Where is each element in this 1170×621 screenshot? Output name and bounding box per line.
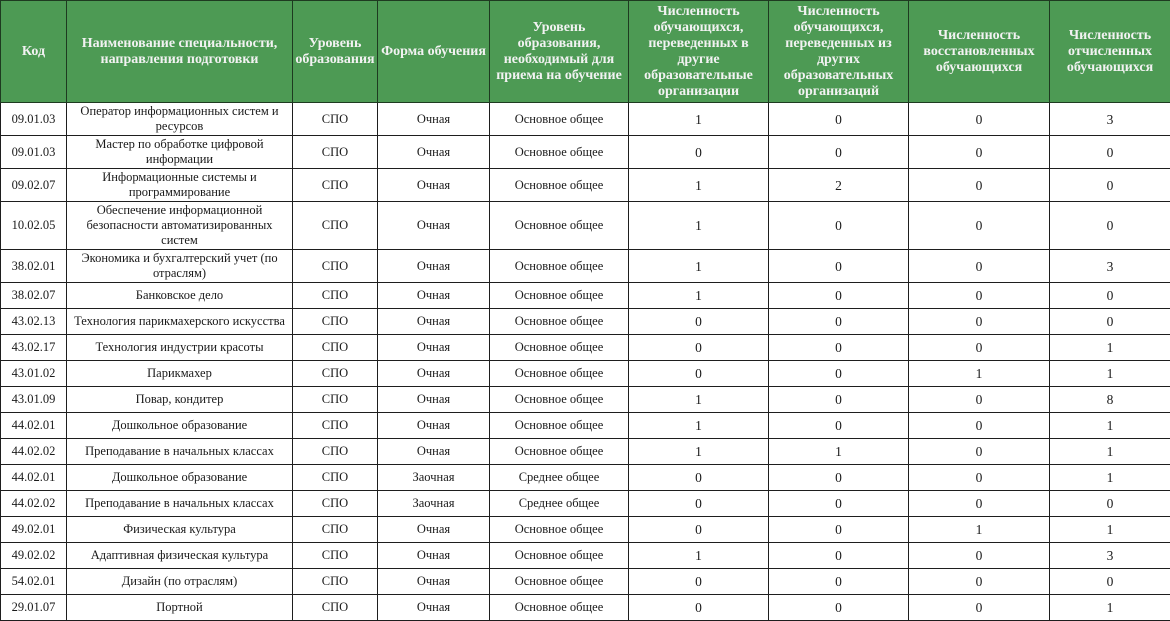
education-level-cell: СПО	[293, 413, 378, 439]
transferred-out-cell: 0	[629, 465, 769, 491]
code-cell: 54.02.01	[1, 569, 67, 595]
specialty-name-cell: Преподавание в начальных классах	[67, 439, 293, 465]
study-form-cell: Очная	[378, 543, 490, 569]
specialty-name-cell: Преподавание в начальных классах	[67, 491, 293, 517]
code-cell: 38.02.01	[1, 250, 67, 283]
education-level-cell: СПО	[293, 517, 378, 543]
restored-cell: 0	[909, 103, 1050, 136]
transferred-out-cell: 0	[629, 595, 769, 621]
specialty-name-cell: Дошкольное образование	[67, 413, 293, 439]
restored-cell: 0	[909, 202, 1050, 250]
specialty-name-cell: Обеспечение информационной безопасности автоматизированных систем	[67, 202, 293, 250]
transferred-out-cell: 0	[629, 491, 769, 517]
study-form-cell: Заочная	[378, 491, 490, 517]
transferred-out-cell: 0	[629, 309, 769, 335]
code-cell: 10.02.05	[1, 202, 67, 250]
specialty-name-cell: Физическая культура	[67, 517, 293, 543]
study-form-cell: Очная	[378, 202, 490, 250]
education-level-cell: СПО	[293, 169, 378, 202]
study-form-cell: Очная	[378, 361, 490, 387]
transferred-out-cell: 1	[629, 103, 769, 136]
table-row	[1, 465, 1170, 491]
table-row	[1, 361, 1170, 387]
table-row	[1, 491, 1170, 517]
education-level-cell: СПО	[293, 439, 378, 465]
transferred-out-cell: 0	[629, 517, 769, 543]
entry-level-cell: Основное общее	[490, 136, 629, 169]
education-level-cell: СПО	[293, 491, 378, 517]
restored-cell: 0	[909, 491, 1050, 517]
header-specialty-name: Наименование специальности, направления подготовки	[67, 1, 293, 103]
restored-cell: 1	[909, 361, 1050, 387]
table-row	[1, 387, 1170, 413]
transferred-out-cell: 0	[629, 335, 769, 361]
restored-cell: 0	[909, 169, 1050, 202]
transferred-in-cell: 0	[769, 309, 909, 335]
table-row	[1, 517, 1170, 543]
education-level-cell: СПО	[293, 103, 378, 136]
table-row	[1, 309, 1170, 335]
restored-cell: 0	[909, 309, 1050, 335]
header-transferred-in: Численность обучающихся, переведенных из других образовательных организаций	[769, 1, 909, 103]
restored-cell: 0	[909, 136, 1050, 169]
header-entry-level: Уровень образования, необходимый для приема на обучение	[490, 1, 629, 103]
header-code: Код	[1, 1, 67, 103]
transferred-in-cell: 0	[769, 543, 909, 569]
expelled-cell: 3	[1050, 543, 1170, 569]
transferred-out-cell: 1	[629, 387, 769, 413]
table-row	[1, 103, 1170, 136]
entry-level-cell: Основное общее	[490, 103, 629, 136]
education-level-cell: СПО	[293, 361, 378, 387]
entry-level-cell: Основное общее	[490, 569, 629, 595]
table-row	[1, 569, 1170, 595]
table-header	[1, 1, 1170, 103]
transferred-out-cell: 1	[629, 543, 769, 569]
specialty-name-cell: Дошкольное образование	[67, 465, 293, 491]
code-cell: 43.02.13	[1, 309, 67, 335]
specialty-name-cell: Информационные системы и программирование	[67, 169, 293, 202]
code-cell: 09.01.03	[1, 103, 67, 136]
transferred-in-cell: 0	[769, 335, 909, 361]
header-transferred-out: Численность обучающихся, переведенных в другие образовательные организации	[629, 1, 769, 103]
education-level-cell: СПО	[293, 250, 378, 283]
transferred-out-cell: 0	[629, 361, 769, 387]
study-form-cell: Очная	[378, 136, 490, 169]
transferred-in-cell: 0	[769, 136, 909, 169]
expelled-cell: 0	[1050, 283, 1170, 309]
study-form-cell: Очная	[378, 569, 490, 595]
specialty-name-cell: Адаптивная физическая культура	[67, 543, 293, 569]
study-form-cell: Очная	[378, 595, 490, 621]
expelled-cell: 0	[1050, 202, 1170, 250]
study-form-cell: Очная	[378, 283, 490, 309]
entry-level-cell: Основное общее	[490, 250, 629, 283]
table-row	[1, 439, 1170, 465]
specialty-name-cell: Портной	[67, 595, 293, 621]
specialty-name-cell: Парикмахер	[67, 361, 293, 387]
study-form-cell: Очная	[378, 413, 490, 439]
education-level-cell: СПО	[293, 595, 378, 621]
header-row	[1, 1, 1170, 103]
education-level-cell: СПО	[293, 202, 378, 250]
study-form-cell: Очная	[378, 169, 490, 202]
restored-cell: 0	[909, 250, 1050, 283]
specialty-name-cell: Технология парикмахерского искусства	[67, 309, 293, 335]
entry-level-cell: Основное общее	[490, 413, 629, 439]
header-study-form: Форма обучения	[378, 1, 490, 103]
transferred-out-cell: 1	[629, 250, 769, 283]
transferred-in-cell: 0	[769, 250, 909, 283]
table-row	[1, 250, 1170, 283]
expelled-cell: 0	[1050, 491, 1170, 517]
restored-cell: 0	[909, 569, 1050, 595]
study-form-cell: Очная	[378, 335, 490, 361]
transferred-in-cell: 0	[769, 517, 909, 543]
code-cell: 29.01.07	[1, 595, 67, 621]
expelled-cell: 1	[1050, 595, 1170, 621]
transferred-in-cell: 0	[769, 103, 909, 136]
expelled-cell: 0	[1050, 169, 1170, 202]
restored-cell: 0	[909, 595, 1050, 621]
code-cell: 09.02.07	[1, 169, 67, 202]
code-cell: 09.01.03	[1, 136, 67, 169]
table-row	[1, 595, 1170, 621]
code-cell: 49.02.01	[1, 517, 67, 543]
study-form-cell: Очная	[378, 103, 490, 136]
expelled-cell: 0	[1050, 569, 1170, 595]
transferred-in-cell: 0	[769, 413, 909, 439]
entry-level-cell: Основное общее	[490, 169, 629, 202]
transferred-in-cell: 1	[769, 439, 909, 465]
transferred-out-cell: 1	[629, 413, 769, 439]
transferred-in-cell: 0	[769, 202, 909, 250]
code-cell: 44.02.01	[1, 465, 67, 491]
transferred-in-cell: 0	[769, 569, 909, 595]
header-education-level: Уровень образования	[293, 1, 378, 103]
expelled-cell: 1	[1050, 335, 1170, 361]
code-cell: 44.02.02	[1, 439, 67, 465]
education-level-cell: СПО	[293, 335, 378, 361]
entry-level-cell: Среднее общее	[490, 465, 629, 491]
transferred-out-cell: 1	[629, 169, 769, 202]
transferred-out-cell: 1	[629, 439, 769, 465]
entry-level-cell: Основное общее	[490, 517, 629, 543]
code-cell: 49.02.02	[1, 543, 67, 569]
code-cell: 43.02.17	[1, 335, 67, 361]
expelled-cell: 3	[1050, 250, 1170, 283]
restored-cell: 0	[909, 465, 1050, 491]
code-cell: 44.02.02	[1, 491, 67, 517]
code-cell: 43.01.09	[1, 387, 67, 413]
education-level-cell: СПО	[293, 283, 378, 309]
specialty-name-cell: Банковское дело	[67, 283, 293, 309]
table-row	[1, 202, 1170, 250]
restored-cell: 0	[909, 439, 1050, 465]
table-row	[1, 169, 1170, 202]
entry-level-cell: Основное общее	[490, 387, 629, 413]
study-form-cell: Очная	[378, 439, 490, 465]
specialty-name-cell: Экономика и бухгалтерский учет (по отраслям)	[67, 250, 293, 283]
table-row	[1, 136, 1170, 169]
specialty-name-cell: Мастер по обработке цифровой информации	[67, 136, 293, 169]
entry-level-cell: Основное общее	[490, 202, 629, 250]
education-level-cell: СПО	[293, 543, 378, 569]
study-form-cell: Очная	[378, 517, 490, 543]
expelled-cell: 8	[1050, 387, 1170, 413]
transferred-in-cell: 0	[769, 283, 909, 309]
header-expelled: Численность отчисленных обучающихся	[1050, 1, 1170, 103]
entry-level-cell: Основное общее	[490, 543, 629, 569]
entry-level-cell: Основное общее	[490, 309, 629, 335]
transferred-in-cell: 0	[769, 595, 909, 621]
transferred-out-cell: 0	[629, 569, 769, 595]
study-form-cell: Заочная	[378, 465, 490, 491]
transferred-in-cell: 0	[769, 387, 909, 413]
specialty-name-cell: Оператор информационных систем и ресурсов	[67, 103, 293, 136]
restored-cell: 0	[909, 413, 1050, 439]
restored-cell: 1	[909, 517, 1050, 543]
entry-level-cell: Основное общее	[490, 361, 629, 387]
entry-level-cell: Основное общее	[490, 439, 629, 465]
expelled-cell: 1	[1050, 465, 1170, 491]
code-cell: 38.02.07	[1, 283, 67, 309]
code-cell: 43.01.02	[1, 361, 67, 387]
table-row	[1, 283, 1170, 309]
education-level-cell: СПО	[293, 569, 378, 595]
table-row	[1, 335, 1170, 361]
transferred-in-cell: 0	[769, 491, 909, 517]
expelled-cell: 0	[1050, 136, 1170, 169]
specialty-name-cell: Дизайн (по отраслям)	[67, 569, 293, 595]
restored-cell: 0	[909, 543, 1050, 569]
transferred-out-cell: 1	[629, 202, 769, 250]
entry-level-cell: Основное общее	[490, 283, 629, 309]
education-level-cell: СПО	[293, 309, 378, 335]
header-restored: Численность восстановленных обучающихся	[909, 1, 1050, 103]
table-row	[1, 543, 1170, 569]
study-form-cell: Очная	[378, 309, 490, 335]
education-level-cell: СПО	[293, 387, 378, 413]
expelled-cell: 1	[1050, 517, 1170, 543]
restored-cell: 0	[909, 283, 1050, 309]
expelled-cell: 3	[1050, 103, 1170, 136]
specialty-name-cell: Повар, кондитер	[67, 387, 293, 413]
study-form-cell: Очная	[378, 250, 490, 283]
education-level-cell: СПО	[293, 465, 378, 491]
entry-level-cell: Основное общее	[490, 335, 629, 361]
expelled-cell: 0	[1050, 309, 1170, 335]
education-level-cell: СПО	[293, 136, 378, 169]
transferred-in-cell: 2	[769, 169, 909, 202]
table-row	[1, 413, 1170, 439]
expelled-cell: 1	[1050, 361, 1170, 387]
entry-level-cell: Среднее общее	[490, 491, 629, 517]
expelled-cell: 1	[1050, 413, 1170, 439]
restored-cell: 0	[909, 387, 1050, 413]
transferred-out-cell: 0	[629, 136, 769, 169]
study-form-cell: Очная	[378, 387, 490, 413]
transferred-out-cell: 1	[629, 283, 769, 309]
restored-cell: 0	[909, 335, 1050, 361]
transferred-in-cell: 0	[769, 361, 909, 387]
entry-level-cell: Основное общее	[490, 595, 629, 621]
table-body	[1, 103, 1170, 621]
transferred-in-cell: 0	[769, 465, 909, 491]
expelled-cell: 1	[1050, 439, 1170, 465]
code-cell: 44.02.01	[1, 413, 67, 439]
specialty-name-cell: Технология индустрии красоты	[67, 335, 293, 361]
